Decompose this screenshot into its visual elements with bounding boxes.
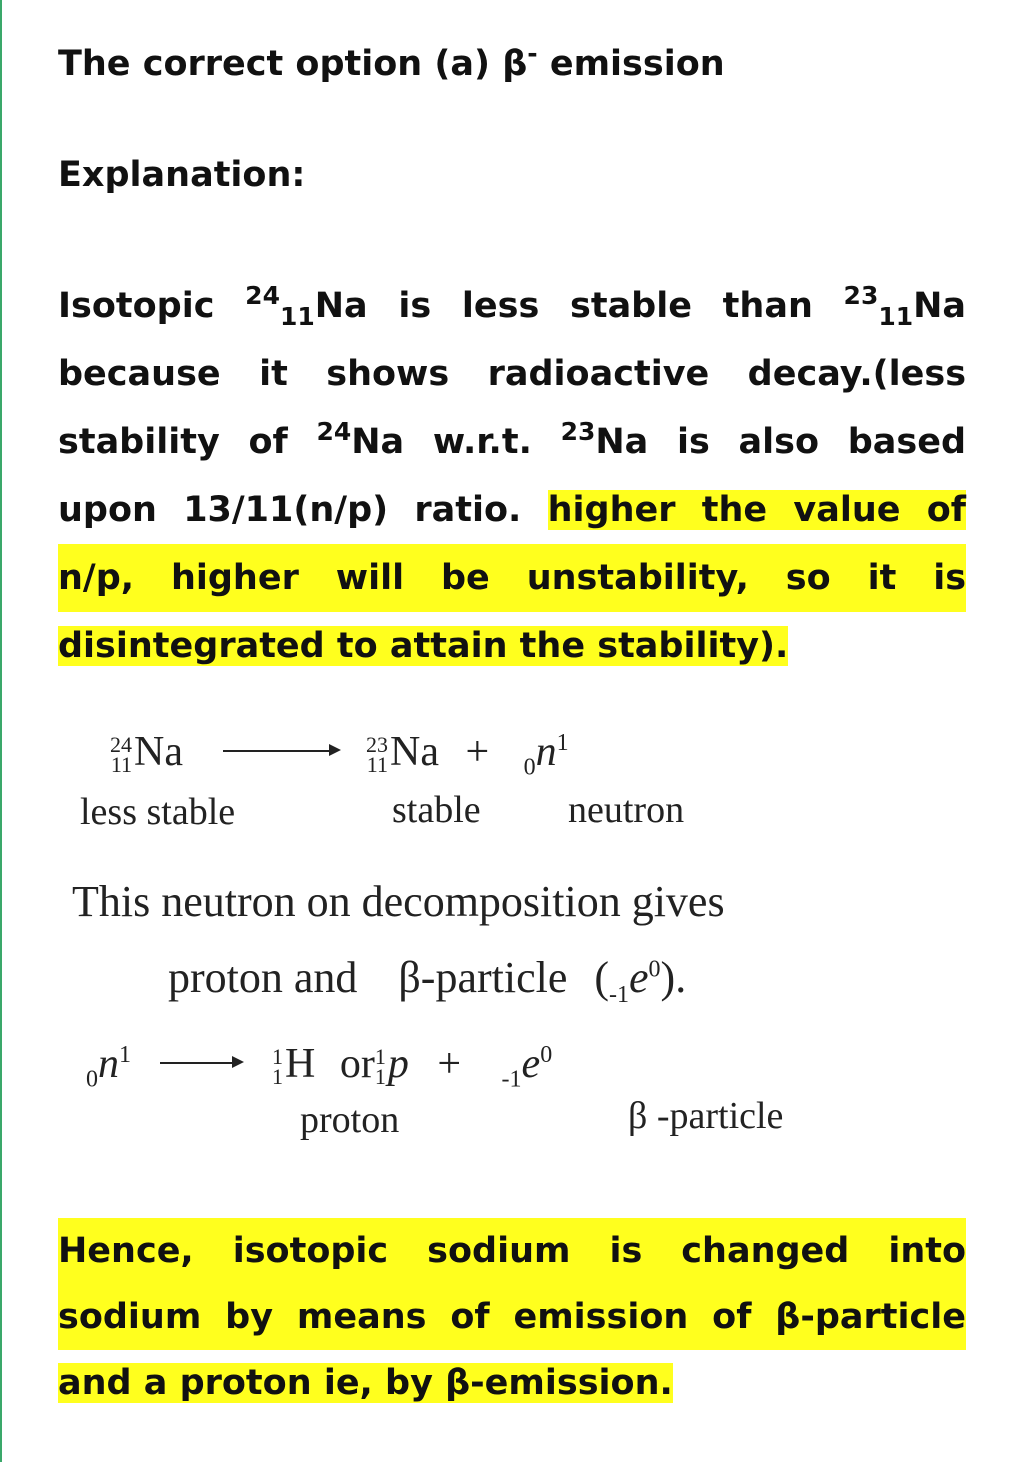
reaction-arrow bbox=[223, 735, 341, 765]
para-line-4: upon 13/11(n/p) ratio. higher the value of bbox=[58, 490, 967, 530]
answer-text: The correct option (a) β bbox=[58, 44, 528, 84]
na24-nuclide: 24 11 Na bbox=[110, 729, 183, 778]
para-line-2: because it shows radioactive decay.(less bbox=[58, 354, 967, 394]
conclusion bbox=[58, 1218, 966, 1416]
label-stable: stable bbox=[392, 789, 481, 831]
neutron-symbol: $_0n^1$ bbox=[523, 729, 569, 781]
electron-symbol: $_{-1}e^0$ bbox=[501, 1041, 553, 1093]
decomposition-line-1: This neutron on decomposition gives bbox=[72, 877, 725, 926]
label-less-stable: less stable bbox=[80, 791, 236, 833]
hydrogen-nuclide: 1 1 H bbox=[272, 1041, 316, 1090]
na23-nuclide: 23 11 Na bbox=[365, 729, 439, 778]
reaction-arrow-2 bbox=[160, 1047, 244, 1077]
reaction-1 bbox=[110, 728, 569, 781]
conclusion-line-2: sodium by means of emission of β-particle bbox=[58, 1284, 966, 1350]
left-border bbox=[0, 0, 2, 1462]
plus-sign: + bbox=[465, 729, 490, 775]
isotope-na24: $^{24}_{11}$Na bbox=[245, 281, 368, 331]
proton-nuclide: 1 1 p bbox=[374, 1041, 409, 1090]
isotope-23na: $^{23}$Na bbox=[560, 417, 649, 462]
decomposition-line-2: proton and β-particle $(_{-1}e^0)$. bbox=[168, 953, 687, 1008]
label-neutron: neutron bbox=[568, 789, 685, 831]
isotope-na23: $^{23}_{11}$Na bbox=[843, 281, 967, 331]
conclusion-line-3: and a proton ie, by β-emission. bbox=[58, 1363, 673, 1403]
para-line-1: Isotopic $^{24}_{11}$Na is less stable than $^{23}_{11}$Na bbox=[58, 281, 967, 331]
label-beta-particle: β -particle bbox=[628, 1095, 784, 1137]
reaction-2: $_0n^1$ 1 1 H or 1 1 $p + _{-1}e^0$ bbox=[86, 1041, 553, 1093]
answer-suffix: emission bbox=[537, 44, 725, 84]
neutron-symbol-2: $_0n^1$ bbox=[86, 1041, 131, 1093]
para-line-6: disintegrated to attain the stability). bbox=[58, 626, 789, 666]
highlight-1: higher the value of bbox=[547, 490, 967, 530]
para-line-5: n/p, higher will be unstability, so it is bbox=[58, 544, 966, 612]
isotope-24na: $^{24}$Na bbox=[316, 417, 405, 462]
answer-line bbox=[58, 39, 725, 84]
explanation-paragraph bbox=[58, 272, 966, 680]
beta-minus-sign: - bbox=[527, 39, 538, 68]
conclusion-line-1: Hence, isotopic sodium is changed into bbox=[58, 1218, 966, 1284]
para-line-3: stability of $^{24}$Na w.r.t. $^{23}$Na is also based bbox=[58, 417, 967, 462]
explanation-heading: Explanation: bbox=[58, 155, 306, 195]
label-proton: proton bbox=[300, 1099, 400, 1141]
